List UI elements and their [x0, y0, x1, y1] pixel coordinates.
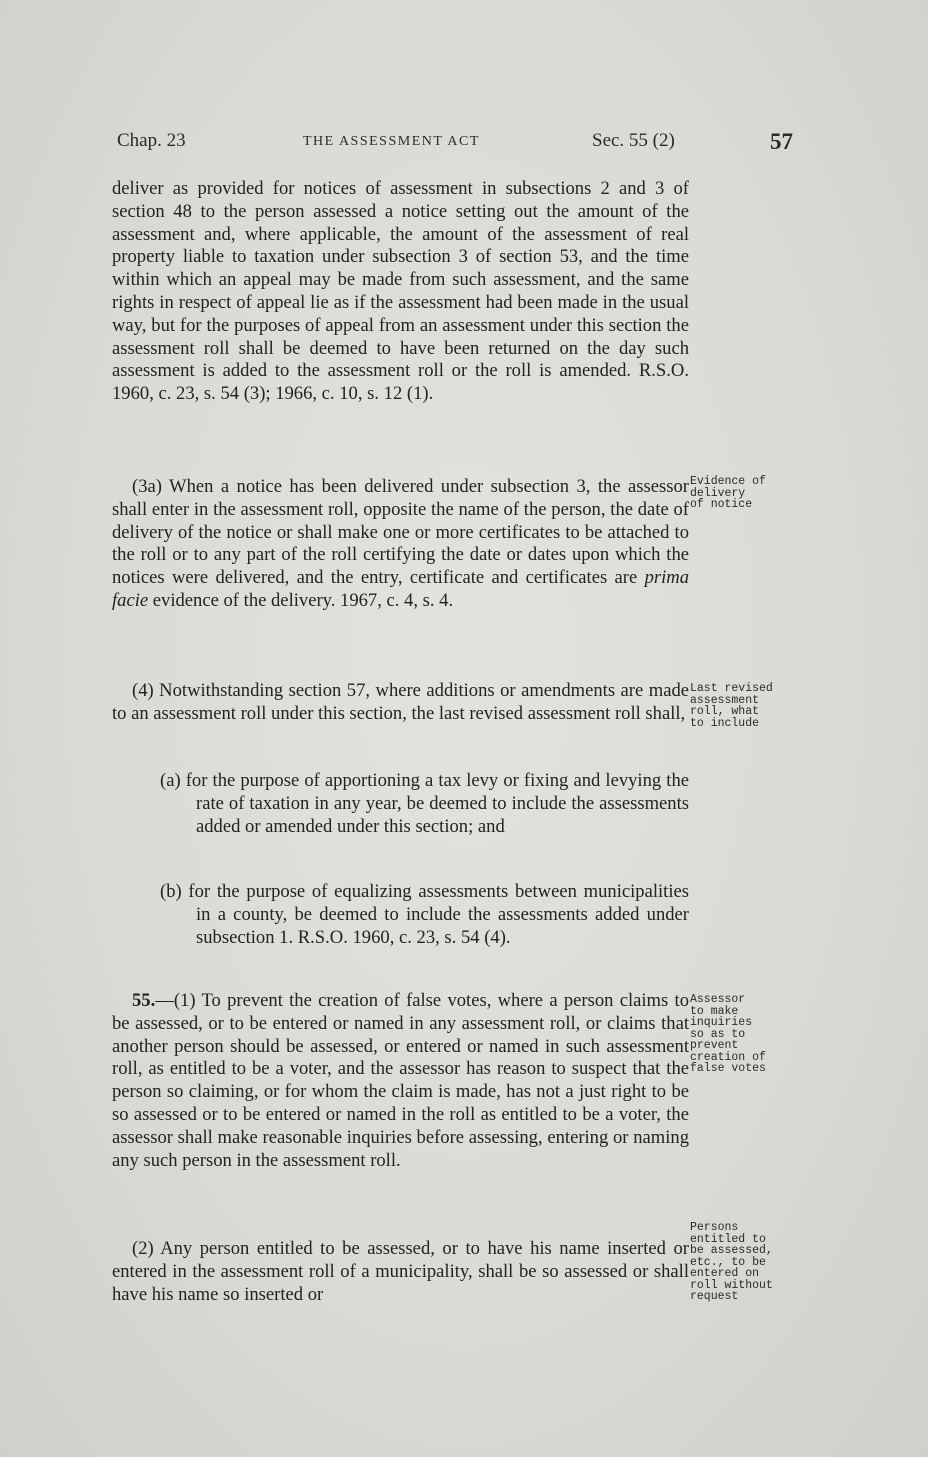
margin-note-line: assessment — [690, 693, 760, 707]
margin-note-last-revised — [690, 683, 790, 729]
margin-note-evidence — [690, 476, 790, 511]
paragraph-3a-citation: evidence of the delivery. 1967, c. 4, s. 4. — [152, 589, 454, 611]
margin-note-line: delivery — [690, 486, 746, 500]
para-4-block — [112, 680, 689, 726]
margin-note-line: Persons — [690, 1221, 739, 1234]
running-title: THE ASSESSMENT ACT — [303, 134, 480, 149]
clause-b: (b) for the purpose of equalizing assessments between municipalities in a county, be deemed to include the assessments added under subsection 1. R.S.O. 1960, c. 23, s. 54 (4). — [160, 881, 689, 948]
margin-note-line: inquiries — [690, 1016, 753, 1029]
margin-note-line: etc., to be — [690, 1255, 766, 1269]
margin-note-line: so as to — [690, 1027, 746, 1041]
margin-note-line: entered on — [690, 1267, 760, 1280]
page-number: 57 — [770, 129, 793, 154]
prima-facie-phrase: prima facie — [112, 567, 689, 611]
margin-note-line: roll without — [690, 1278, 773, 1292]
paragraph-4: (4) Notwithstanding section 57, where additions or amendments are made to an assessment roll under this section, the last revised assessment roll shall, — [112, 680, 689, 724]
margin-note-line: Assessor — [690, 993, 746, 1006]
section-55-subsection-2: (2) Any person entitled to be assessed, or to have his name inserted or entered in the assessment roll of a municipality, shall be so assessed or shall have his name so inserted or — [112, 1238, 689, 1305]
clause-a: (a) for the purpose of apportioning a tax levy or fixing and levying the rate of taxation in any year, be deemed to include the assessments added or amended under this section; and — [160, 770, 689, 837]
margin-note-line: request — [690, 1290, 739, 1303]
margin-note-line: to make — [690, 1004, 739, 1018]
margin-note-line: be assessed, — [690, 1244, 773, 1257]
clause-a-block — [112, 770, 689, 838]
para-continuation-block — [112, 178, 689, 406]
section-55-2-block — [112, 1238, 689, 1306]
margin-note-line: of notice — [690, 498, 753, 511]
paragraph-continuation: deliver as provided for notices of assessment in subsections 2 and 3 of section 48 to the person assessed a notice setting out the amount of the assessment and, where applicable, the amount of the assessment of real property liable to taxation under subsection 3 of section 53, and the time within which an appeal may be made from such assessment, and the same rights in respect of appeal lie as if the assessment had been made in the usual way, but for the purposes of appeal from an assessment under this section the assessment roll shall be deemed to have been returned on the day such assessment is added to the assessment roll or the roll is amended. R.S.O. 1960, c. 23, s. 54 (3); 1966, c. 10, s. 12 (1). — [112, 178, 689, 405]
margin-note-line: entitled to — [690, 1232, 766, 1246]
section-55-subsection-1 — [112, 990, 689, 1172]
margin-note-line: Last revised — [690, 682, 773, 695]
margin-note-line: creation of — [690, 1050, 766, 1064]
paragraph-3a — [112, 476, 689, 613]
section-number: 55. — [132, 990, 156, 1011]
paragraph-3a-text: (3a) When a notice has been delivered under subsection 3, the assessor shall enter in the assessment roll, opposite the name of the person, the date of delivery of the notice or shall make one or more certificates to be attached to the roll or to any part of the roll certifying the date or dates upon which the notices were delivered, and the entry, certificate and certificates are — [112, 476, 689, 589]
section-reference: Sec. 55 (2) — [592, 130, 675, 151]
margin-note-persons — [690, 1222, 790, 1303]
margin-note-assessor — [690, 994, 790, 1075]
chapter-label: Chap. 23 — [117, 130, 186, 151]
clause-b-block — [112, 881, 689, 949]
para-3a-block — [112, 476, 689, 613]
margin-note-line: prevent — [690, 1039, 739, 1052]
margin-note-line: roll, what — [690, 705, 760, 718]
margin-note-line: false votes — [690, 1062, 766, 1075]
margin-note-line: Evidence of — [690, 475, 766, 488]
margin-note-line: to include — [690, 716, 760, 730]
section-55-1-block — [112, 990, 689, 1172]
section-55-1-text: —(1) To prevent the creation of false votes, where a person claims to be assessed, or to be entered or named in any assessment roll, or claims that another person should be assessed, or entered or named in such assessment roll, as entitled to be a voter, and the assessor has reason to suspect that the person so claiming, or for whom the claim is made, has not a just right to be so assessed or to be entered or named in the roll as entitled to be a voter, the assessor shall make reasonable inquiries before assessing, entering or naming any such person in the assessment roll. — [112, 990, 689, 1171]
